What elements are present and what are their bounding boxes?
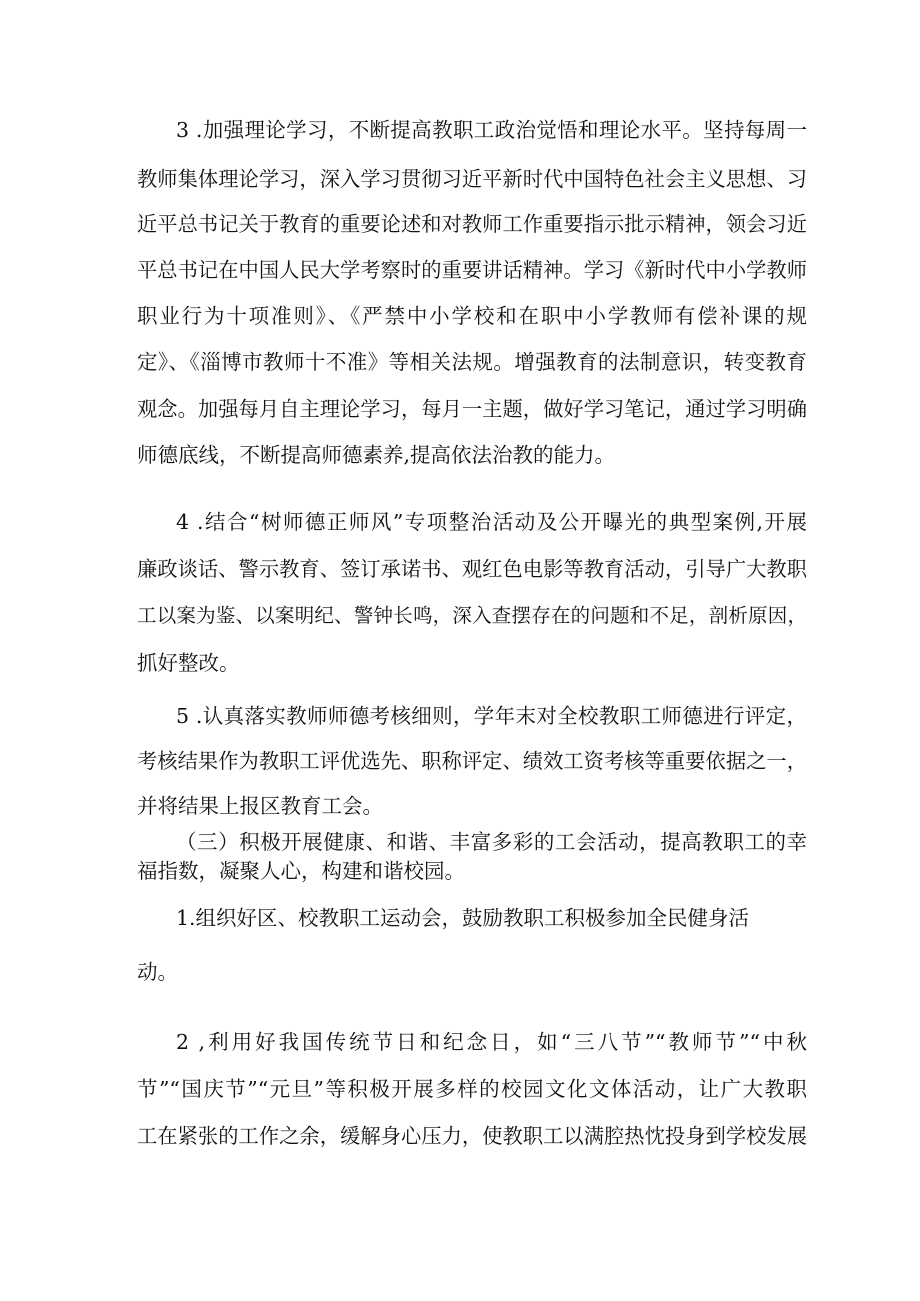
text-line: 考核结果作为教职工评优选先、职称评定、绩效工资考核等重要依据之一， <box>137 749 807 773</box>
text-line: 师德底线，不断提高师德素养,提高依法治教的能力。 <box>137 443 616 467</box>
text-line: 平总书记在中国人民大学考察时的重要讲话精神。学习《新时代中小学教师 <box>137 258 807 282</box>
text-line: 2 ,利用好我国传统节日和纪念日，如“三八节”“教师节”“中秋 <box>176 1030 807 1054</box>
text-line: 定》、《淄博市教师十不准》等相关法规。增强教育的法制意识，转变教育 <box>137 350 807 374</box>
text-line: 1.组织好区、校教职工运动会，鼓励教职工积极参加全民健身活 <box>176 906 750 930</box>
text-line: 节”“国庆节”“元旦”等积极开展多样的校园文化文体活动，让广大教职 <box>137 1077 807 1101</box>
text-line: 4 .结合“树师德正师风”专项整治活动及公开曝光的典型案例,开展 <box>176 510 807 534</box>
text-line: 职业行为十项准则》、《严禁中小学校和在职中小学教师有偿补课的规 <box>137 304 807 328</box>
text-line: 教师集体理论学习，深入学习贯彻习近平新时代中国特色社会主义思想、习 <box>137 167 807 191</box>
text-line: 抓好整改。 <box>137 651 240 675</box>
text-line: 工在紧张的工作之余，缓解身心压力，使教职工以满腔热忱投身到学校发展 <box>137 1124 807 1148</box>
text-line: 3 .加强理论学习，不断提高教职工政治觉悟和理论水平。坚持每周一 <box>176 118 807 142</box>
text-line: 福指数，凝聚人心，构建和谐校园。 <box>137 859 465 883</box>
text-line: （三）积极开展健康、和谐、丰富多彩的工会活动，提高教职工的幸 <box>176 830 807 854</box>
text-line: 近平总书记关于教育的重要论述和对教师工作重要指示批示精神，领会习近 <box>137 212 807 236</box>
text-line: 廉政谈话、警示教育、签订承诺书、观红色电影等教育活动，引导广大教职 <box>137 557 807 581</box>
text-line: 动。 <box>137 960 178 984</box>
text-line: 并将结果上报区教育工会。 <box>137 794 383 818</box>
text-line: 5 .认真落实教师师德考核细则，学年末对全校教职工师德进行评定， <box>176 704 807 728</box>
text-line: 工以案为鉴、以案明纪、警钟长鸣，深入查摆存在的问题和不足，剖析原因， <box>137 604 807 627</box>
text-line: 观念。加强每月自主理论学习，每月一主题，做好学习笔记，通过学习明确 <box>137 397 807 421</box>
